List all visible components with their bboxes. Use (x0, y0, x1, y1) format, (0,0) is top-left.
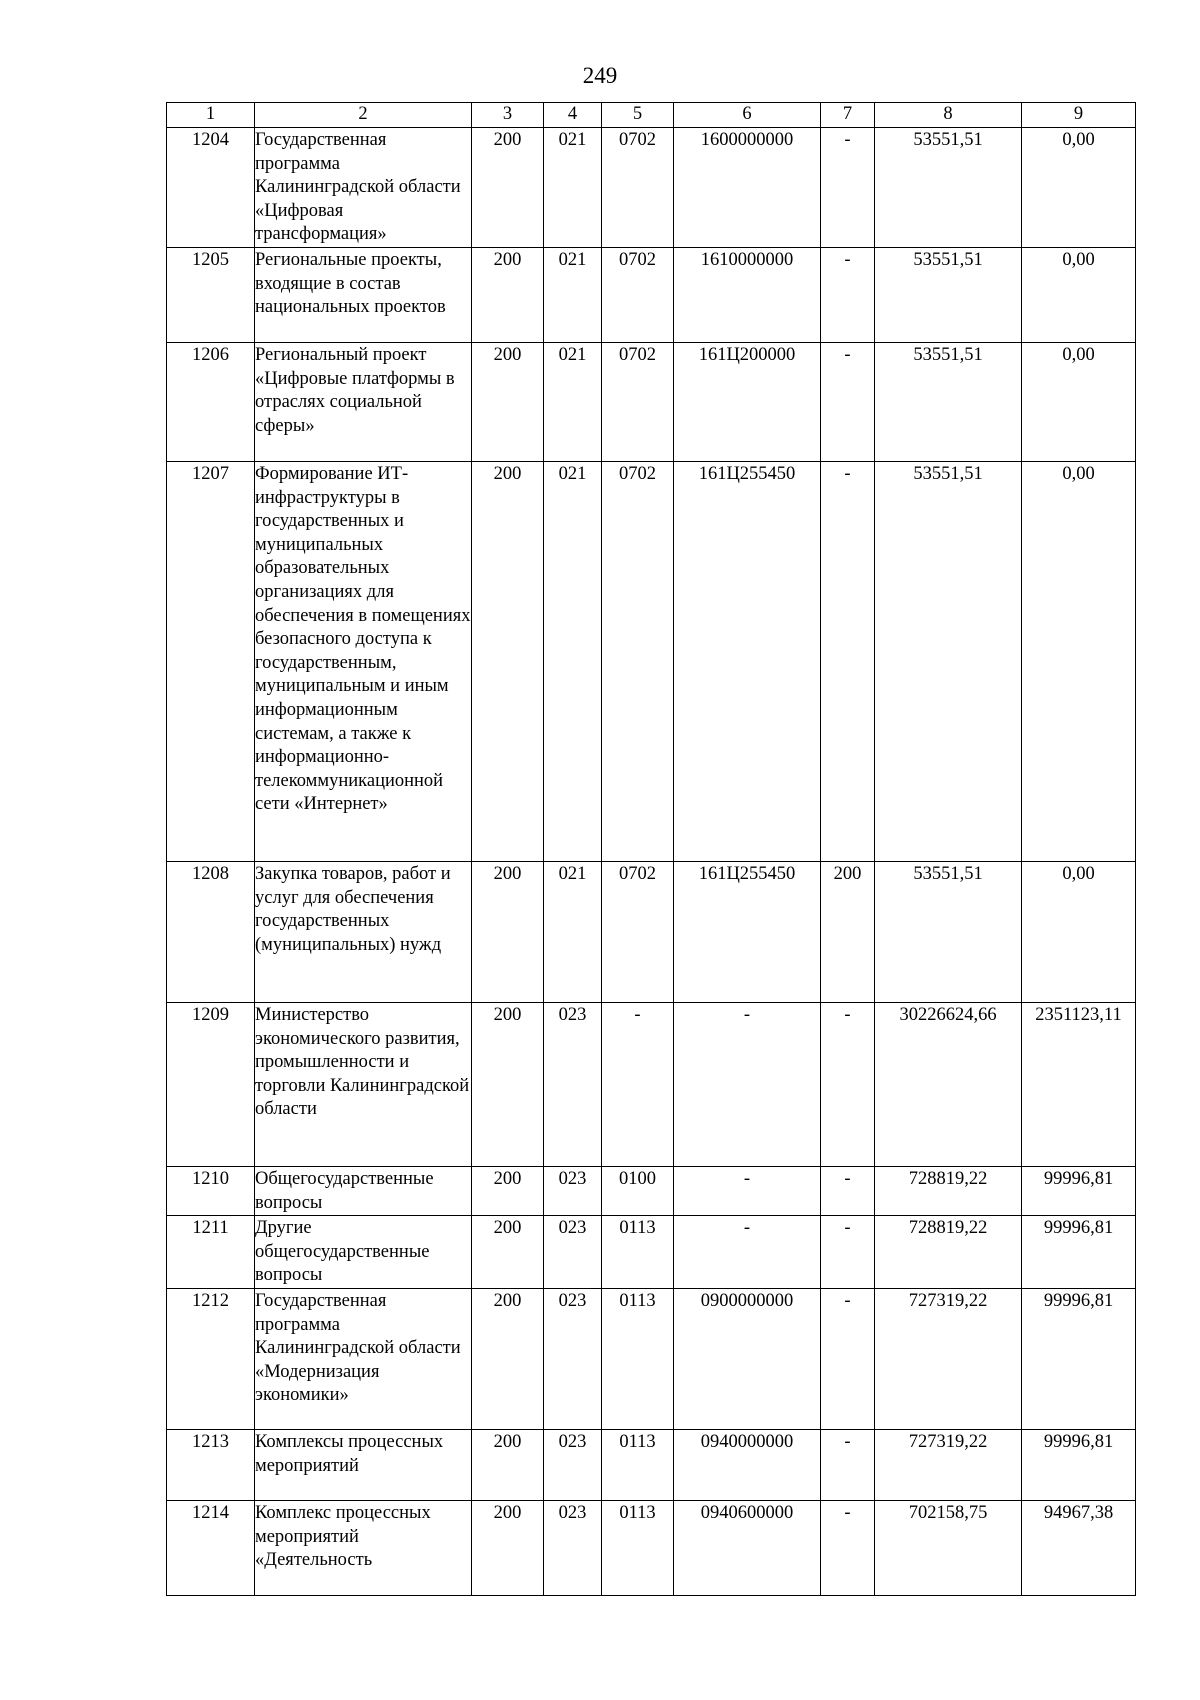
cell-col7: - (821, 1166, 875, 1215)
cell-col3: 200 (472, 1166, 544, 1215)
header-cell-2: 2 (255, 103, 472, 128)
cell-col6: - (674, 1002, 821, 1166)
header-cell-6: 6 (674, 103, 821, 128)
row-number: 1210 (167, 1166, 255, 1215)
cell-col6: 1600000000 (674, 128, 821, 248)
table-row (167, 247, 1136, 342)
cell-col6: - (674, 1216, 821, 1289)
row-number: 1204 (167, 128, 255, 248)
cell-col7: 200 (821, 861, 875, 1002)
cell-col5: 0113 (602, 1216, 674, 1289)
row-number: 1207 (167, 461, 255, 861)
cell-col9: 99996,81 (1022, 1166, 1136, 1215)
row-name: Государственная программа Калининградской области «Цифровая трансформация» (255, 128, 472, 248)
cell-col5: 0113 (602, 1500, 674, 1595)
cell-col7: - (821, 247, 875, 342)
cell-col6: 161Ц255450 (674, 461, 821, 861)
cell-col3: 200 (472, 861, 544, 1002)
cell-col8: 30226624,66 (875, 1002, 1022, 1166)
cell-col9: 0,00 (1022, 861, 1136, 1002)
row-name: Министерство экономического развития, промышленности и торговли Калининградской области (255, 1002, 472, 1166)
cell-col9: 94967,38 (1022, 1500, 1136, 1595)
cell-col8: 728819,22 (875, 1216, 1022, 1289)
header-cell-7: 7 (821, 103, 875, 128)
cell-col5: 0113 (602, 1429, 674, 1500)
cell-col4: 021 (544, 342, 602, 461)
cell-col4: 023 (544, 1500, 602, 1595)
cell-col9: 0,00 (1022, 128, 1136, 248)
table-row (167, 1166, 1136, 1215)
cell-col6: 161Ц255450 (674, 861, 821, 1002)
header-cell-9: 9 (1022, 103, 1136, 128)
cell-col4: 023 (544, 1216, 602, 1289)
row-name: Государственная программа Калининградской области «Модернизация экономики» (255, 1288, 472, 1429)
cell-col9: 0,00 (1022, 247, 1136, 342)
cell-col8: 728819,22 (875, 1166, 1022, 1215)
row-number: 1206 (167, 342, 255, 461)
cell-col8: 53551,51 (875, 128, 1022, 248)
table-row (167, 861, 1136, 1002)
cell-col5: 0113 (602, 1288, 674, 1429)
cell-col4: 023 (544, 1288, 602, 1429)
header-cell-5: 5 (602, 103, 674, 128)
header-cell-4: 4 (544, 103, 602, 128)
table-row (167, 342, 1136, 461)
cell-col6: 1610000000 (674, 247, 821, 342)
cell-col3: 200 (472, 1002, 544, 1166)
cell-col7: - (821, 461, 875, 861)
cell-col4: 021 (544, 461, 602, 861)
row-number: 1209 (167, 1002, 255, 1166)
cell-col5: 0702 (602, 461, 674, 861)
cell-col5: 0702 (602, 128, 674, 248)
cell-col4: 023 (544, 1166, 602, 1215)
cell-col7: - (821, 1429, 875, 1500)
cell-col3: 200 (472, 128, 544, 248)
table-row (167, 128, 1136, 248)
cell-col3: 200 (472, 342, 544, 461)
cell-col9: 2351123,11 (1022, 1002, 1136, 1166)
header-cell-8: 8 (875, 103, 1022, 128)
cell-col3: 200 (472, 1288, 544, 1429)
row-name: Формирование ИТ-инфраструктуры в государственных и муниципальных образовательных организациях для обеспечения в помещениях безопасного доступа к государственным, муниципальным и иным информационным системам, а также к информационно-телекоммуникационной сети «Интернет» (255, 461, 472, 861)
cell-col3: 200 (472, 1429, 544, 1500)
table-row (167, 461, 1136, 861)
table-row (167, 1500, 1136, 1595)
cell-col8: 727319,22 (875, 1429, 1022, 1500)
cell-col4: 021 (544, 861, 602, 1002)
cell-col7: - (821, 1002, 875, 1166)
cell-col7: - (821, 342, 875, 461)
row-name: Региональные проекты, входящие в состав национальных проектов (255, 247, 472, 342)
cell-col8: 727319,22 (875, 1288, 1022, 1429)
header-row (167, 103, 1136, 128)
row-number: 1211 (167, 1216, 255, 1289)
cell-col7: - (821, 1288, 875, 1429)
cell-col3: 200 (472, 1216, 544, 1289)
table-row (167, 1216, 1136, 1289)
row-name: Комплекс процессных мероприятий «Деятельность (255, 1500, 472, 1595)
cell-col9: 99996,81 (1022, 1429, 1136, 1500)
table-row (167, 1002, 1136, 1166)
budget-table (166, 102, 1136, 1596)
cell-col4: 023 (544, 1429, 602, 1500)
cell-col9: 0,00 (1022, 461, 1136, 861)
page-number: 249 (582, 63, 618, 88)
row-name: Закупка товаров, работ и услуг для обеспечения государственных (муниципальных) нужд (255, 861, 472, 1002)
header-cell-1: 1 (167, 103, 255, 128)
cell-col9: 99996,81 (1022, 1288, 1136, 1429)
cell-col5: 0702 (602, 342, 674, 461)
row-number: 1205 (167, 247, 255, 342)
cell-col5: 0702 (602, 247, 674, 342)
row-number: 1208 (167, 861, 255, 1002)
cell-col8: 702158,75 (875, 1500, 1022, 1595)
row-name: Общегосударственные вопросы (255, 1166, 472, 1215)
cell-col9: 0,00 (1022, 342, 1136, 461)
cell-col3: 200 (472, 1500, 544, 1595)
cell-col6: 0900000000 (674, 1288, 821, 1429)
row-number: 1212 (167, 1288, 255, 1429)
cell-col5: 0100 (602, 1166, 674, 1215)
cell-col9: 99996,81 (1022, 1216, 1136, 1289)
row-name: Другие общегосударственные вопросы (255, 1216, 472, 1289)
header-cell-3: 3 (472, 103, 544, 128)
cell-col6: 0940600000 (674, 1500, 821, 1595)
cell-col4: 021 (544, 128, 602, 248)
cell-col6: 161Ц200000 (674, 342, 821, 461)
cell-col8: 53551,51 (875, 247, 1022, 342)
cell-col6: 0940000000 (674, 1429, 821, 1500)
row-number: 1214 (167, 1500, 255, 1595)
cell-col7: - (821, 1500, 875, 1595)
cell-col8: 53551,51 (875, 342, 1022, 461)
row-name: Региональный проект «Цифровые платформы в отраслях социальной сферы» (255, 342, 472, 461)
cell-col8: 53551,51 (875, 461, 1022, 861)
cell-col6: - (674, 1166, 821, 1215)
cell-col4: 021 (544, 247, 602, 342)
cell-col3: 200 (472, 461, 544, 861)
cell-col3: 200 (472, 247, 544, 342)
table-row (167, 1288, 1136, 1429)
cell-col5: 0702 (602, 861, 674, 1002)
table-row (167, 1429, 1136, 1500)
cell-col8: 53551,51 (875, 861, 1022, 1002)
row-name: Комплексы процессных мероприятий (255, 1429, 472, 1500)
cell-col7: - (821, 128, 875, 248)
row-number: 1213 (167, 1429, 255, 1500)
cell-col7: - (821, 1216, 875, 1289)
cell-col5: - (602, 1002, 674, 1166)
cell-col4: 023 (544, 1002, 602, 1166)
